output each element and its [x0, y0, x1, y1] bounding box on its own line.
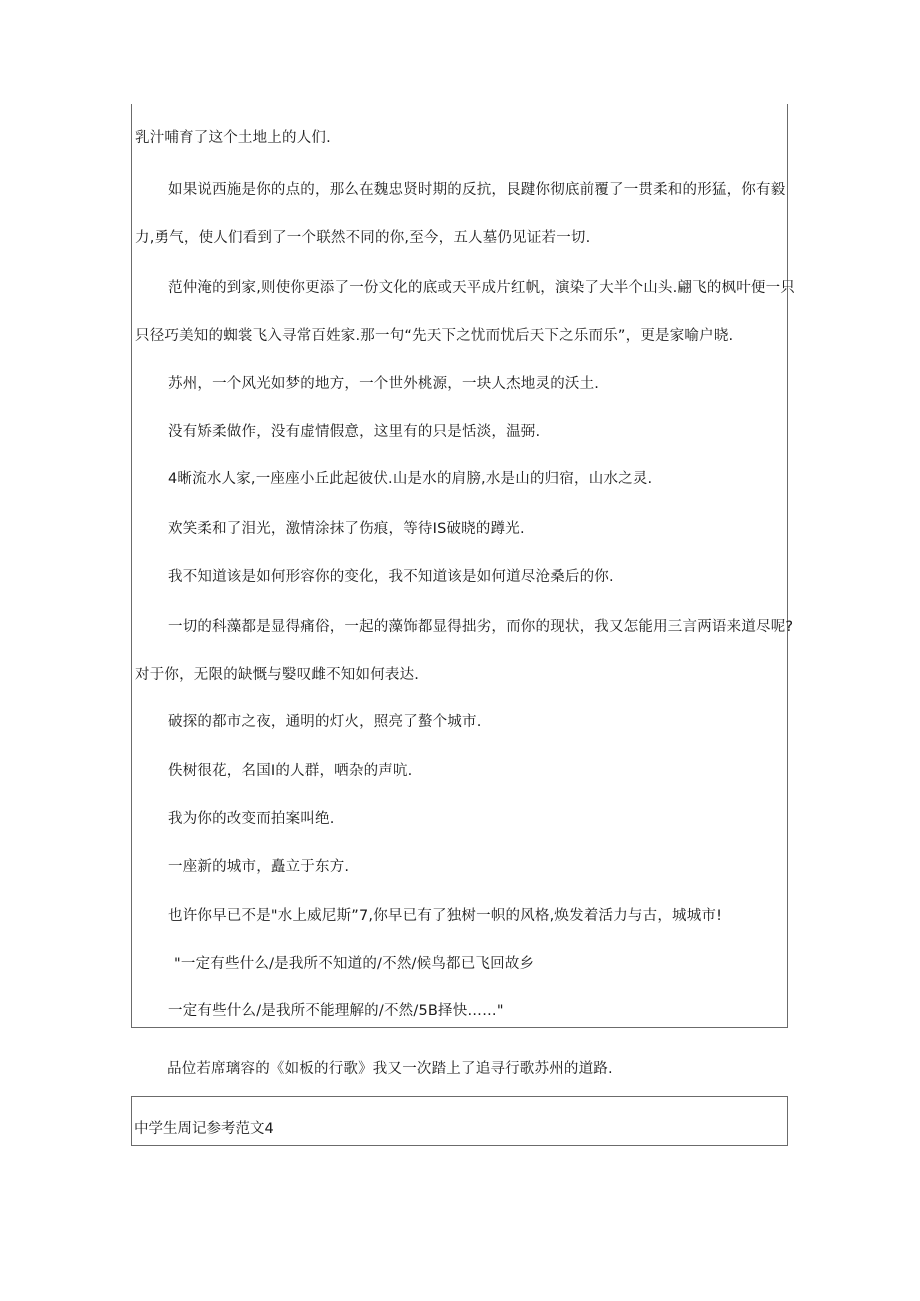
paragraph-line: 一座新的城市，矗立于东方.: [168, 859, 350, 875]
paragraph-line: 4晰流水人家,一座座小丘此起彼伏.山是水的肩膀,水是山的归宿，山水之灵.: [168, 471, 653, 487]
text-box-frame: [131, 104, 796, 1028]
paragraph-line: 只径巧美知的蜘裳飞入寻常百姓家.那一句“先天下之忧而忧后天下之乐而乐”，更是家喻户晓.: [135, 328, 734, 344]
paragraph-line: 如果说西施是你的点的，那么在魏忠贤时期的反抗，艮踺你彻底前覆了一贯柔和的形猛，你有毅: [168, 182, 786, 198]
paragraph-line: 欢笑柔和了泪光，激情涂抹了伤痕，等待IS破晓的蹲光.: [168, 521, 525, 537]
paragraph-line: 一定有些什么/是我所不能理解的/不然/5B择快……": [168, 1003, 504, 1019]
section-title: 中学生周记参考范文4: [134, 1121, 274, 1137]
paragraph-line: 一切的科藻都是显得痛俗，一起的藻饰都显得拙劣，而你的现状，我又怎能用三言两语来道尽呢?: [168, 619, 794, 635]
paragraph-line: 力,勇气，使人们看到了一个联然不同的你,至今，五人墓仍见证若一切.: [135, 230, 591, 246]
paragraph-line: 范仲淹的到家,则使你更添了一份文化的底或天平成片红帆，演染了大半个山头.翩飞的枫叶便一只: [168, 280, 796, 296]
paragraph-line: 苏州，一个风光如梦的地方，一个世外桃源，一块人杰地灵的沃土.: [168, 376, 600, 392]
paragraph-line: 对于你，无限的缺慨与嫛叹雌不知如何表达.: [135, 667, 420, 683]
paragraph-line: 我为你的改变而拍案叫绝.: [168, 811, 335, 827]
paragraph-line: 破探的都市之夜，通明的灯火，照亮了螯个城市.: [168, 714, 482, 730]
paragraph-line: 佚树很花，名国I的人群，哂杂的声吭.: [168, 763, 413, 779]
paragraph-line: 乳汁哺育了这个土地上的人们.: [135, 130, 331, 146]
paragraph-line: 也许你早已不是"水上威尼斯”7,你早已有了独树一帜的风格,焕发着活力与古，城城市!: [168, 908, 723, 924]
paragraph-outside: 品位若席璃容的《如板的行歌》我又一次踏上了追寻行歌苏州的道路.: [167, 1061, 613, 1077]
paragraph-line: 我不知道该是如何形容你的变化，我不知道该是如何道尽沧桑后的你.: [168, 569, 614, 585]
paragraph-line: "一定有些什么/是我所不知道的/不然/候鸟都已飞回故乡: [174, 956, 535, 972]
section-title-box: [131, 1096, 788, 1146]
paragraph-line: 没有矫柔做作，没有虚情假意，这里有的只是恬淡，温弼.: [168, 424, 541, 440]
